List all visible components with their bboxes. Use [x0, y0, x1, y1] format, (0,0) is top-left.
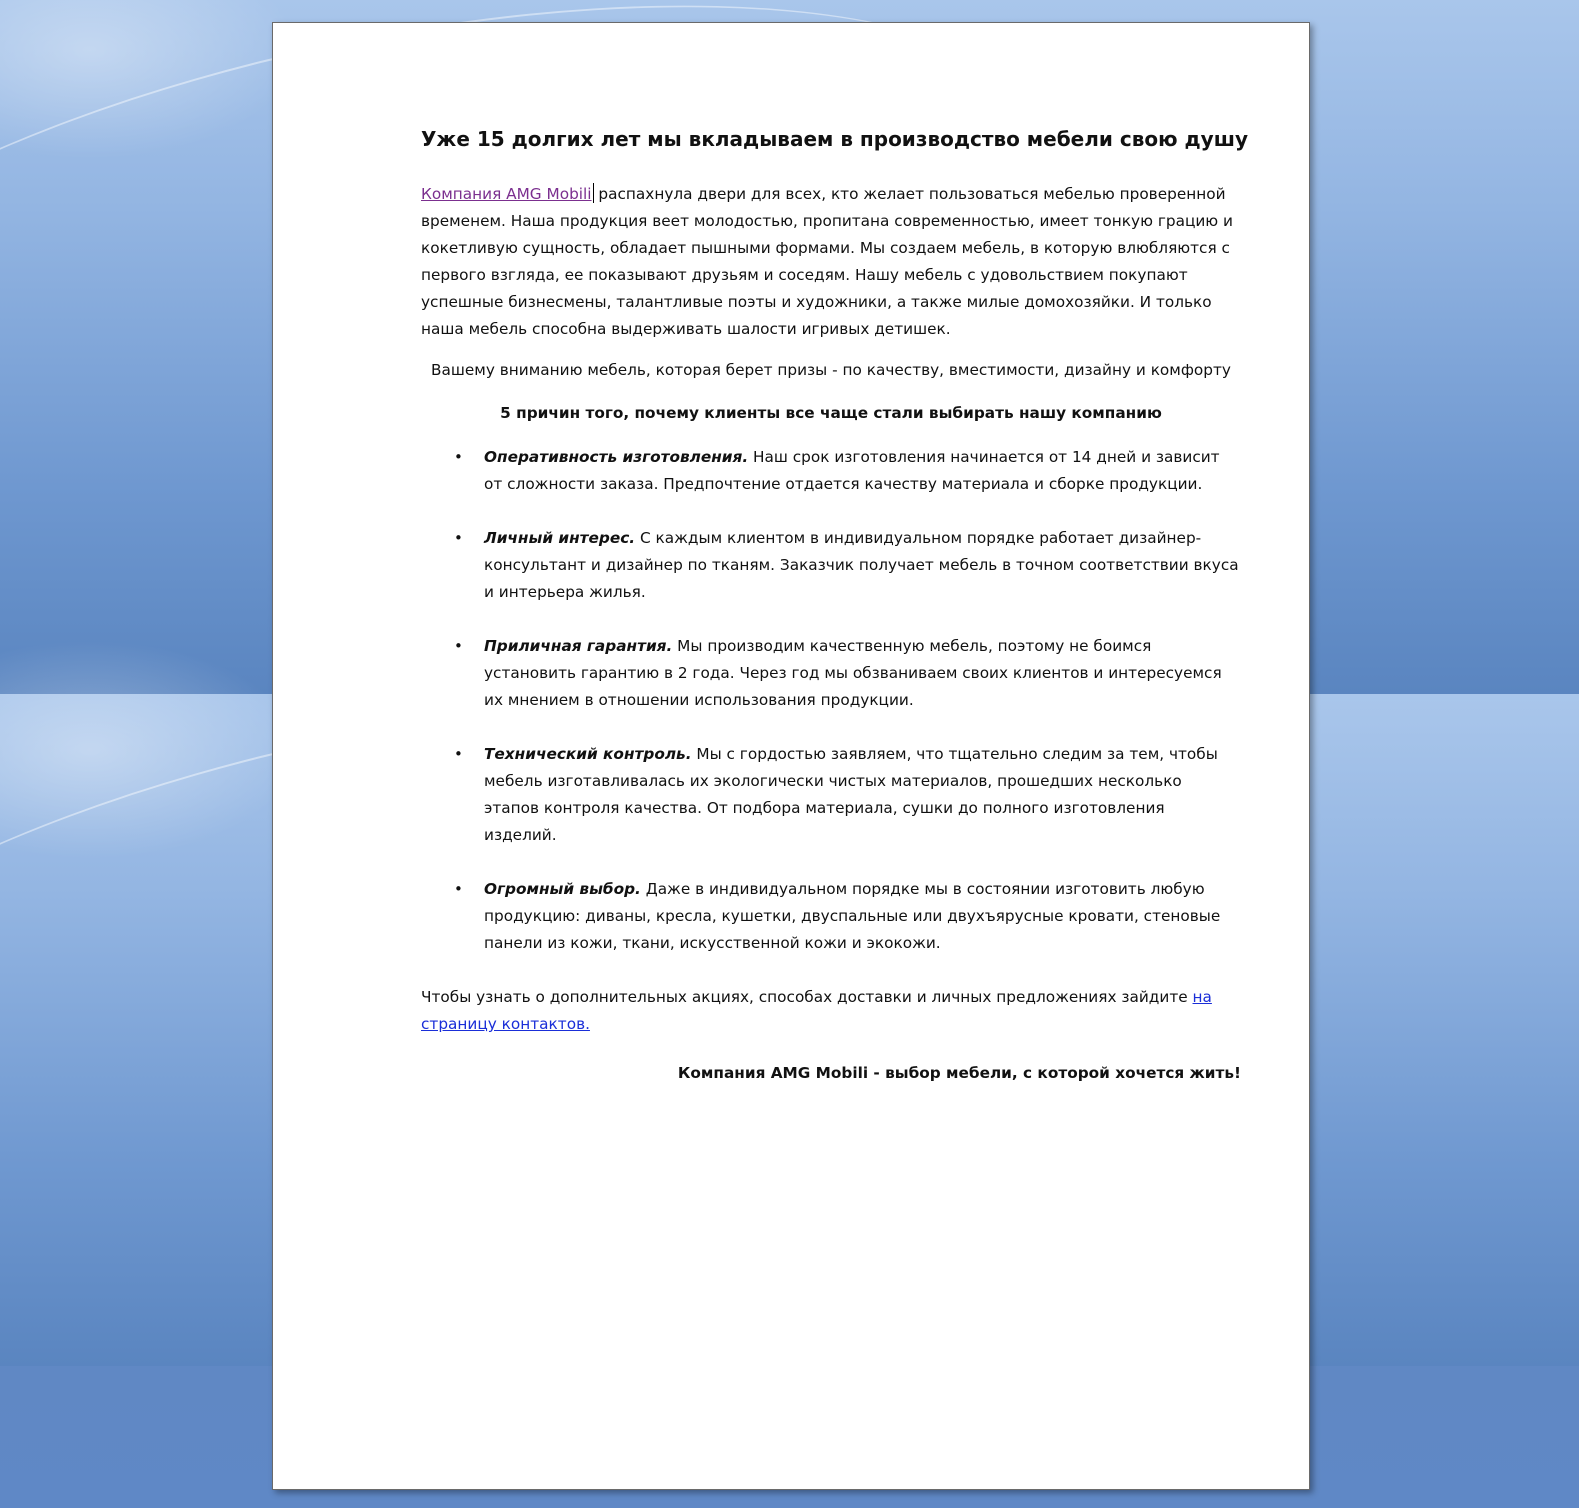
- bullet-icon: •: [454, 880, 463, 898]
- bullet-icon: •: [454, 637, 463, 655]
- company-link[interactable]: Компания AMG Mobili: [421, 185, 592, 203]
- reason-text: Мы производим качественную мебель, поэтому не боимся установить гарантию в 2 года. Через год мы обзваниваем своих клиентов и интересуемся их мнением в отношении использования продукции.: [484, 637, 1222, 709]
- bullet-icon: •: [454, 529, 463, 547]
- list-item: [421, 525, 1241, 606]
- reasons-list: [421, 444, 1241, 957]
- list-item: [421, 741, 1241, 849]
- reason-heading: Приличная гарантия.: [484, 637, 673, 655]
- intro-text: распахнула двери для всех, кто желает пользоваться мебелью проверенной временем. Наша продукция веет молодостью, пропитана современностью, имеет тонкую грацию и кокетливую сущность, обладает пышными формами. Мы создаем мебель, в которую влюбляются с первого взгляда, ее показывают друзьям и соседям. Нашу мебель с удовольствием покупают успешные бизнесмены, талантливые поэты и художники, а также милые домохозяйки. И только наша мебель способна выдерживать шалости игривых детишек.: [421, 185, 1233, 338]
- contacts-text: Чтобы узнать о дополнительных акциях, способах доставки и личных предложениях зайдите: [421, 988, 1193, 1006]
- document-content[interactable]: [421, 121, 1248, 1087]
- reason-text: Даже в индивидуальном порядке мы в состоянии изготовить любую продукцию: диваны, кресла, кушетки, двуспальные или двухъярусные кровати, стеновые панели из кожи, ткани, искусственной кожи и экокожи.: [484, 880, 1221, 952]
- document-title: Уже 15 долгих лет мы вкладываем в производство мебели свою душу: [421, 127, 1248, 151]
- bullet-icon: •: [454, 448, 463, 466]
- reason-heading: Технический контроль.: [484, 745, 692, 763]
- contacts-paragraph: [421, 984, 1241, 1038]
- list-item: [421, 444, 1241, 498]
- intro-paragraph: [421, 181, 1241, 343]
- document-page[interactable]: [272, 22, 1310, 1490]
- reason-heading: Личный интерес.: [484, 529, 636, 547]
- reason-text: Мы с гордостью заявляем, что тщательно следим за тем, чтобы мебель изготавливалась их экологически чистых материалов, прошедших несколько этапов контроля качества. От подбора материала, сушки до полного изготовления изделий.: [484, 745, 1218, 844]
- centered-paragraph: Вашему вниманию мебель, которая берет призы - по качеству, вместимости, дизайну и комфорту: [431, 361, 1231, 379]
- reason-heading: Оперативность изготовления.: [484, 448, 749, 466]
- reason-text: С каждым клиентом в индивидуальном порядке работает дизайнер-консультант и дизайнер по тканям. Заказчик получает мебель в точном соответствии вкуса и интерьера жилья.: [484, 529, 1239, 601]
- reason-heading: Огромный выбор.: [484, 880, 641, 898]
- contacts-link[interactable]: на страницу контактов.: [421, 988, 1212, 1033]
- list-item: [421, 633, 1241, 714]
- closing-slogan: Компания AMG Mobili - выбор мебели, с которой хочется жить!: [677, 1064, 1241, 1082]
- list-item: [421, 876, 1241, 957]
- bullet-icon: •: [454, 745, 463, 763]
- reasons-subtitle: 5 причин того, почему клиенты все чаще стали выбирать нашу компанию: [500, 404, 1162, 422]
- reason-text: Наш срок изготовления начинается от 14 дней и зависит от сложности заказа. Предпочтение отдается качеству материала и сборке продукции.: [484, 448, 1220, 493]
